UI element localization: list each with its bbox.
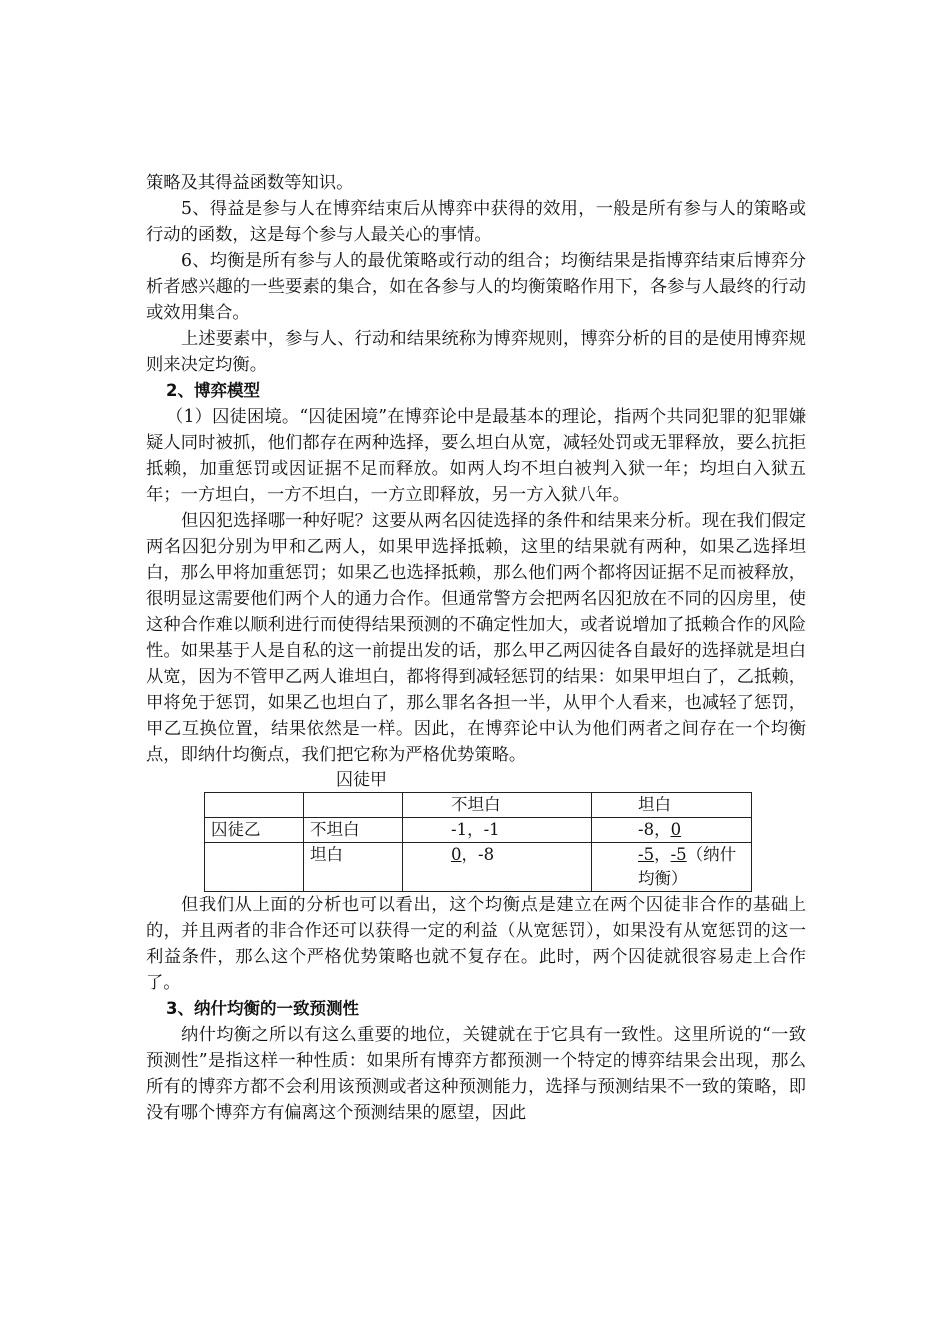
table-cell: -1，-1 xyxy=(403,818,592,843)
table-row xyxy=(205,793,752,818)
payoff-value: -5 xyxy=(638,845,655,864)
paragraph: 但我们从上面的分析也可以看出，这个均衡点是建立在两个囚徒非合作的基础上的，并且两者的非合作还可以获得一定的利益（从宽惩罚），如果没有从宽惩罚的这一利益条件，那么这个严格优势策略也就不复存在。此时，两个囚徒就很容易走上合作了。 xyxy=(146,895,806,993)
table-cell xyxy=(205,843,304,892)
table-cell xyxy=(205,793,304,818)
paragraph: 6、均衡是所有参与人的最优策略或行动的组合；均衡结果是指博弈结束后博弈分析者感兴趣的一些要素的集合，如在各参与人的均衡策略作用下，各参与人最终的行动或效用集合。 xyxy=(146,251,806,323)
paragraph: 5、得益是参与人在博弈结束后从博弈中获得的效用，一般是所有参与人的策略或行动的函数，这是每个参与人最关心的事情。 xyxy=(146,199,806,245)
row-header: 囚徒乙 xyxy=(205,818,304,843)
equilibrium-note: （纳什均衡） xyxy=(638,845,737,888)
column-header: 不坦白 xyxy=(403,793,592,818)
row-label: 不坦白 xyxy=(304,818,403,843)
paragraph: 但囚犯选择哪一种好呢？这要从两名囚徒选择的条件和结果来分析。现在我们假定两名囚犯分别为甲和乙两人，如果甲选择抵赖，这里的结果就有两种，如果乙选择坦白，那么甲将加重惩罚；如果乙也选择抵赖，那么他们两个都将因证据不足而被释放，很明显这需要他们两个人的通力合作。但通常警方会把两名囚犯放在不同的囚房里，使这种合作难以顺利进行而使得结果预测的不确定性加大，或者说增加了抵赖合作的风险性。如果基于人是自私的这一前提出发的话，那么甲乙两囚徒各自最好的选择就是坦白从宽，因为不管甲乙两人谁坦白，都将得到减轻惩罚的结果：如果甲坦白了，乙抵赖，甲将免于惩罚，如果乙也坦白了，那么罪名各担一半，从甲个人看来，也减轻了惩罚，甲乙互换位置，结果依然是一样。因此，在博弈论中认为他们两者之间存在一个均衡点，即纳什均衡点，我们把它称为严格优势策略。 xyxy=(146,511,806,765)
section-heading: 2、博弈模型 xyxy=(166,381,260,400)
table-cell xyxy=(304,793,403,818)
document-page xyxy=(146,170,806,1126)
table-cell xyxy=(592,843,752,892)
payoff-value: -5 xyxy=(670,845,687,864)
payoff-value: 0 xyxy=(451,845,462,864)
column-header: 坦白 xyxy=(592,793,752,818)
paragraph: 纳什均衡之所以有这么重要的地位，关键就在于它具有一致性。这里所说的“一致预测性”是指这样一种性质：如果所有博弈方都预测一个特定的博弈结果会出现，那么所有的博弈方都不会利用该预测或者这种预测能力，选择与预测结果不一致的策略，即没有哪个博弈方有偏离这个预测结果的愿望，因此 xyxy=(146,1025,806,1123)
table-caption: 囚徒甲 xyxy=(336,770,387,790)
paragraph: 上述要素中，参与人、行动和结果统称为博弈规则，博弈分析的目的是使用博弈规则来决定均衡。 xyxy=(146,329,806,375)
paragraph: （1）囚徒困境。“囚徒困境”在博弈论中是最基本的理论，指两个共同犯罪的犯罪嫌疑人同时被抓，他们都存在两种选择，要么坦白从宽，减轻处罚或无罪释放，要么抗拒抵赖，加重惩罚或因证据不足而释放。如两人均不坦白被判入狱一年；均坦白入狱五年；一方坦白，一方不坦白，一方立即释放，另一方入狱八年。 xyxy=(146,407,806,505)
paragraph: 策略及其得益函数等知识。 xyxy=(146,173,354,193)
table-cell xyxy=(403,843,592,892)
payoff-value: ，-8 xyxy=(461,845,495,864)
payoff-value: ， xyxy=(654,845,671,864)
section-heading: 3、纳什均衡的一致预测性 xyxy=(166,999,359,1018)
payoff-value: -8， xyxy=(638,820,671,839)
payoff-value: 0 xyxy=(670,820,682,839)
payoff-matrix xyxy=(204,792,752,892)
table-row xyxy=(205,843,752,892)
row-label: 坦白 xyxy=(304,843,403,892)
table-cell xyxy=(592,818,752,843)
table-row xyxy=(205,818,752,843)
